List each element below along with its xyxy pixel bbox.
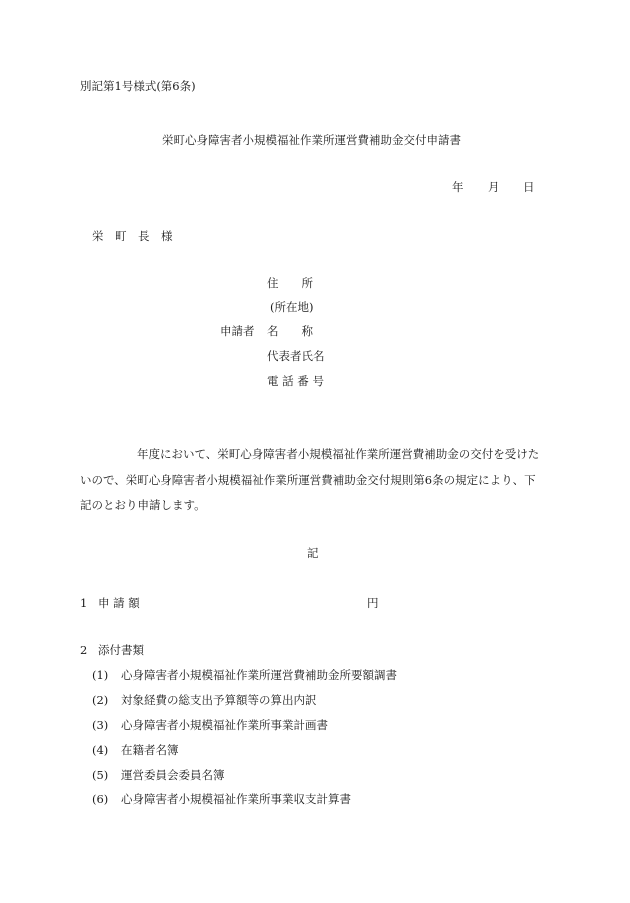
section-1-number: 1: [80, 596, 88, 610]
attachment-item-number: (6): [92, 792, 109, 806]
document-title: 栄町心身障害者小規模福祉作業所運営費補助金交付申請書: [162, 133, 461, 147]
attachment-item-number: (5): [92, 768, 109, 782]
attachment-item-text: 心身障害者小規模福祉作業所事業収支計算書: [121, 792, 351, 806]
attachment-item-text: 心身障害者小規模福祉作業所運営費補助金所要額調書: [121, 668, 397, 682]
phone-label: 電 話 番 号: [267, 374, 324, 388]
addressee: 栄 町 長 様: [92, 229, 173, 243]
section-1-unit: 円: [367, 596, 379, 610]
location-label: (所在地): [270, 300, 314, 314]
attachment-item-text: 対象経費の総支出予算額等の算出内訳: [121, 693, 317, 707]
form-label: 別記第1号様式(第6条): [80, 79, 196, 93]
representative-label: 代表者氏名: [267, 349, 325, 363]
attachment-item-number: (1): [92, 668, 109, 682]
attachment-item-text: 心身障害者小規模福祉作業所事業計画書: [121, 718, 328, 732]
section-1-label: 申 請 額: [98, 596, 140, 610]
section-2-label: 添付書類: [98, 643, 144, 657]
body-line-2: いので、栄町心身障害者小規模福祉作業所運営費補助金交付規則第6条の規定により、下: [80, 473, 536, 487]
body-line-1: 年度において、栄町心身障害者小規模福祉作業所運営費補助金の交付を受けた: [137, 447, 540, 461]
attachment-item-number: (3): [92, 718, 109, 732]
address-label: 住 所: [267, 276, 313, 290]
name-label: 名 称: [267, 324, 313, 338]
ki-heading: 記: [307, 546, 319, 560]
date-day: 日: [523, 180, 535, 194]
section-2-number: 2: [80, 643, 88, 657]
applicant-group-label: 申請者: [220, 324, 255, 338]
attachment-item-text: 在籍者名簿: [121, 743, 179, 757]
attachment-item-text: 運営委員会委員名簿: [121, 768, 225, 782]
body-line-3: 記のとおり申請します。: [80, 498, 206, 512]
date-month: 月: [488, 180, 500, 194]
attachment-item-number: (2): [92, 693, 109, 707]
attachment-item-number: (4): [92, 743, 109, 757]
date-year: 年: [452, 180, 464, 194]
